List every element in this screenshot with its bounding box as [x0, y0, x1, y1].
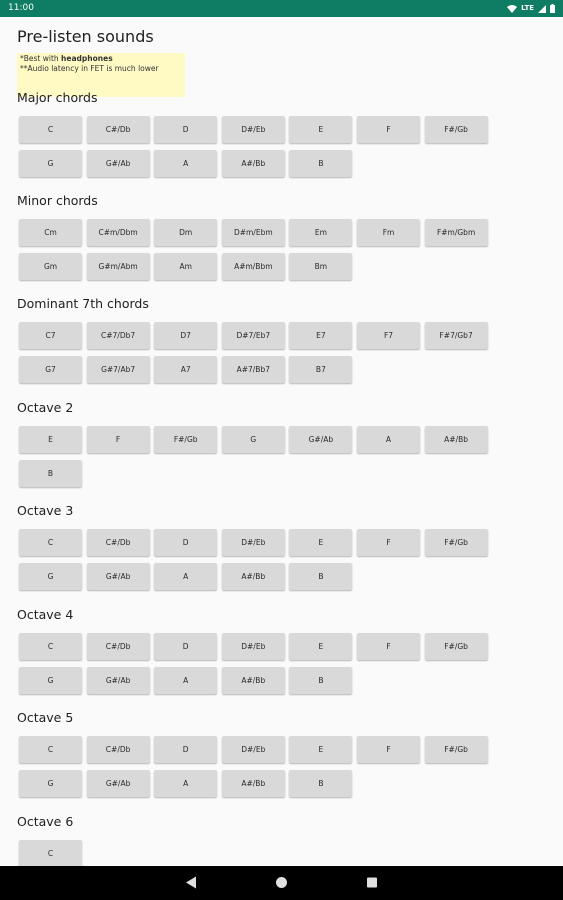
sound-button[interactable]: C — [19, 840, 82, 866]
sound-button[interactable]: A — [154, 770, 217, 797]
sound-button[interactable]: Fm — [357, 219, 420, 246]
section-4 — [17, 503, 487, 597]
sound-button[interactable]: E — [289, 736, 352, 763]
sound-button[interactable]: F — [87, 426, 150, 453]
sound-button[interactable]: C#/Db — [87, 736, 150, 763]
sound-button[interactable]: G — [19, 563, 82, 590]
sound-button[interactable]: D — [154, 529, 217, 556]
sound-button[interactable]: E7 — [289, 322, 352, 349]
sound-button[interactable]: F — [357, 633, 420, 660]
status-icons — [507, 0, 555, 17]
sound-button[interactable]: D#/Eb — [222, 633, 285, 660]
sound-button[interactable]: C#m/Dbm — [87, 219, 150, 246]
sound-button[interactable]: F#m/Gbm — [425, 219, 488, 246]
sound-button[interactable]: F#/Gb — [154, 426, 217, 453]
section-title: Octave 5 — [17, 710, 74, 725]
recents-square-icon[interactable] — [366, 876, 378, 889]
section-title: Octave 4 — [17, 607, 74, 622]
sound-button[interactable]: G — [19, 770, 82, 797]
home-circle-icon[interactable] — [275, 876, 288, 889]
section-title: Octave 2 — [17, 400, 74, 415]
sound-button[interactable]: B — [289, 150, 352, 177]
sound-button[interactable]: G#/Ab — [289, 426, 352, 453]
sound-button[interactable]: E — [289, 529, 352, 556]
sound-button[interactable]: D — [154, 633, 217, 660]
section-title: Major chords — [17, 90, 98, 105]
sound-button[interactable]: Bm — [289, 253, 352, 280]
sound-button[interactable]: Dm — [154, 219, 217, 246]
sound-button[interactable]: G#/Ab — [87, 563, 150, 590]
sound-button[interactable]: Gm — [19, 253, 82, 280]
sound-button[interactable]: F7 — [357, 322, 420, 349]
sound-button[interactable]: G#/Ab — [87, 150, 150, 177]
note-line-1: *Best with headphones — [20, 54, 113, 63]
sound-button[interactable]: C — [19, 529, 82, 556]
signal-icon — [538, 5, 546, 13]
sound-button[interactable]: D — [154, 116, 217, 143]
status-time: 11:00 — [8, 3, 34, 13]
section-6 — [17, 710, 487, 804]
section-0 — [17, 90, 487, 184]
sound-button-grid — [17, 116, 487, 184]
sound-button[interactable]: G — [222, 426, 285, 453]
sound-button-grid — [17, 529, 487, 597]
network-type: LTE — [521, 4, 534, 12]
sound-button[interactable]: B7 — [289, 356, 352, 383]
sound-button[interactable]: C#/Db — [87, 529, 150, 556]
sound-button[interactable]: A#m/Bbm — [222, 253, 285, 280]
sound-button[interactable]: C — [19, 633, 82, 660]
section-title: Octave 3 — [17, 503, 74, 518]
sound-button[interactable]: G7 — [19, 356, 82, 383]
sound-button[interactable]: B — [289, 667, 352, 694]
sound-button[interactable]: D#/Eb — [222, 736, 285, 763]
sound-button[interactable]: G#/Ab — [87, 770, 150, 797]
sound-button[interactable]: F — [357, 116, 420, 143]
sound-button[interactable]: A — [357, 426, 420, 453]
sound-button[interactable]: F#/Gb — [425, 633, 488, 660]
sound-button[interactable]: Cm — [19, 219, 82, 246]
sound-button[interactable]: E — [19, 426, 82, 453]
sound-button[interactable]: C#7/Db7 — [87, 322, 150, 349]
wifi-icon — [507, 5, 517, 13]
sound-button[interactable]: E — [289, 633, 352, 660]
sound-button[interactable]: B — [19, 460, 82, 487]
section-1 — [17, 193, 487, 287]
section-title: Dominant 7th chords — [17, 296, 149, 311]
sound-button-grid — [17, 840, 487, 866]
sound-button[interactable]: A#/Bb — [222, 667, 285, 694]
sound-button[interactable]: Am — [154, 253, 217, 280]
sound-button[interactable]: G#/Ab — [87, 667, 150, 694]
sound-button[interactable]: D#7/Eb7 — [222, 322, 285, 349]
section-title: Octave 6 — [17, 814, 74, 829]
section-3 — [17, 400, 487, 494]
sound-button-grid — [17, 426, 487, 494]
sound-button[interactable]: E — [289, 116, 352, 143]
sound-button[interactable]: B — [289, 770, 352, 797]
sound-button[interactable]: G#m/Abm — [87, 253, 150, 280]
sound-button-grid — [17, 322, 487, 390]
sound-button[interactable]: C#/Db — [87, 633, 150, 660]
sound-button[interactable]: G#7/Ab7 — [87, 356, 150, 383]
sound-button[interactable]: A#/Bb — [222, 563, 285, 590]
section-5 — [17, 607, 487, 701]
sound-button[interactable]: F#/Gb — [425, 736, 488, 763]
sound-button[interactable]: F#/Gb — [425, 116, 488, 143]
note-line-2: **Audio latency in FET is much lower — [20, 64, 159, 73]
section-title: Minor chords — [17, 193, 98, 208]
sound-button[interactable]: C — [19, 736, 82, 763]
sound-button-grid — [17, 633, 487, 701]
sound-button[interactable]: A#/Bb — [222, 150, 285, 177]
sound-button[interactable]: F#7/Gb7 — [425, 322, 488, 349]
sound-button[interactable]: G — [19, 667, 82, 694]
page-title: Pre-listen sounds — [17, 27, 154, 46]
sound-button[interactable]: F — [357, 529, 420, 556]
sound-button[interactable]: A#7/Bb7 — [222, 356, 285, 383]
navigation-bar — [0, 866, 563, 900]
sound-button-grid — [17, 219, 487, 287]
sound-button[interactable]: Em — [289, 219, 352, 246]
sound-button[interactable]: A — [154, 150, 217, 177]
status-bar — [0, 0, 563, 17]
sound-button[interactable]: A7 — [154, 356, 217, 383]
sound-button[interactable]: C7 — [19, 322, 82, 349]
sound-button[interactable]: D#/Eb — [222, 116, 285, 143]
sound-button[interactable]: F — [357, 736, 420, 763]
sound-button[interactable]: D#/Eb — [222, 529, 285, 556]
sound-button[interactable]: B — [289, 563, 352, 590]
sound-button[interactable]: D — [154, 736, 217, 763]
sound-button[interactable]: A — [154, 563, 217, 590]
sound-button[interactable]: G — [19, 150, 82, 177]
sound-button[interactable]: C#/Db — [87, 116, 150, 143]
battery-icon — [550, 4, 555, 13]
sound-button[interactable]: A#/Bb — [222, 770, 285, 797]
sound-button[interactable]: A#/Bb — [425, 426, 488, 453]
sound-button[interactable]: C — [19, 116, 82, 143]
sound-button[interactable]: D#m/Ebm — [222, 219, 285, 246]
scroll-content[interactable] — [0, 17, 563, 866]
section-7 — [17, 814, 487, 866]
back-triangle-icon[interactable] — [185, 876, 197, 889]
sound-button-grid — [17, 736, 487, 804]
section-2 — [17, 296, 487, 390]
sound-button[interactable]: D7 — [154, 322, 217, 349]
sound-button[interactable]: A — [154, 667, 217, 694]
sound-button[interactable]: F#/Gb — [425, 529, 488, 556]
